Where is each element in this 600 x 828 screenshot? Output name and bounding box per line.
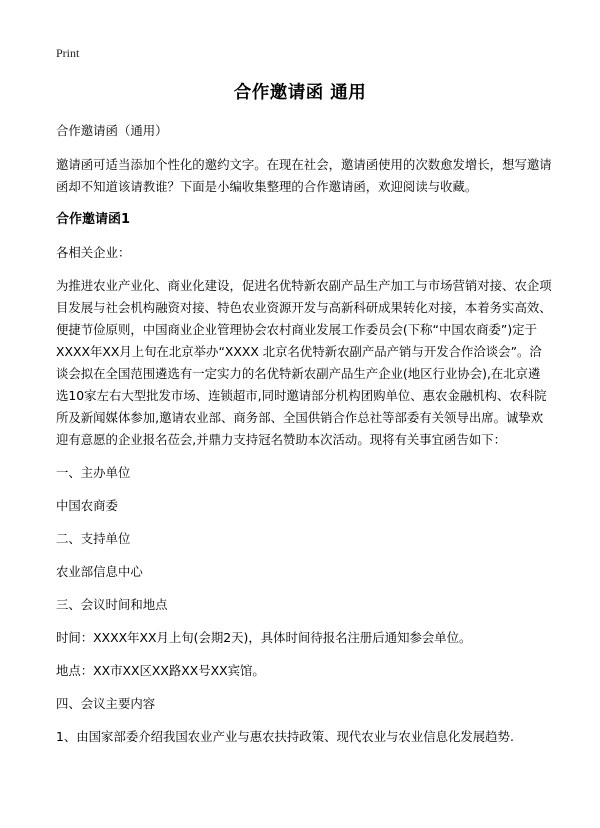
body-paragraph: 为推进农业产业化、商业化建设，促进名优特新农副产品生产加工与市场营销对接、农企项目发展与社会机构融资对接、特色农业资源开发与高新科研成果转化对接，本着务实高效、便捷节俭原则，中国商业企业管理协会农村商业发展工作委员会(下称“中国农商委”)定于XXXX年XX月上旬在北京举办“XXXX 北京名优特新农副产品产销与开发合作洽谈会”。洽谈会拟在全国范围遴选有一定实力的名优特新农副产品生产企业(地区行业协会),在北京遴选10家左右大型批发市场、连锁超市,同时邀请部分机构团购单位、惠农金融机构、农科院所及新闻媒体参加,邀请农业部、商务部、全国供销合作总社等部委有关领导出席。诚挚欢迎有意愿的企业报名莅会,并鼎力支持冠名赞助本次活动。现将有关事宜函告如下：	[56, 278, 552, 447]
heading-content: 四、会议主要内容	[56, 696, 156, 711]
heading-time-place: 三、会议时间和地点	[56, 597, 168, 612]
salutation: 各相关企业：	[56, 245, 131, 260]
place-line: 地点：XX市XX区XX路XX号XX宾馆。	[56, 663, 265, 678]
section-title: 合作邀请函1	[56, 212, 131, 227]
print-label: Print	[56, 46, 80, 60]
intro-paragraph: 邀请函可适当添加个性化的邀约文字。在现在社会，邀请函使用的次数愈发增长，想写邀请函却不知道该请教谁？下面是小编收集整理的合作邀请函，欢迎阅读与收藏。	[56, 157, 552, 194]
document-subtitle: 合作邀请函（通用）	[56, 123, 168, 138]
organizer-name: 中国农商委	[56, 498, 118, 513]
content-item-1: 1、由国家部委介绍我国农业产业与惠农扶持政策、现代农业与农业信息化发展趋势.	[56, 729, 514, 744]
heading-supporter: 二、支持单位	[56, 531, 131, 546]
supporter-name: 农业部信息中心	[56, 564, 143, 579]
heading-organizer: 一、主办单位	[56, 465, 131, 480]
time-line: 时间：XXXX年XX月上旬(会期2天)，具体时间待报名注册后通知参会单位。	[56, 630, 472, 645]
document-body	[56, 120, 552, 759]
document-title: 合作邀请函 通用	[233, 83, 367, 103]
